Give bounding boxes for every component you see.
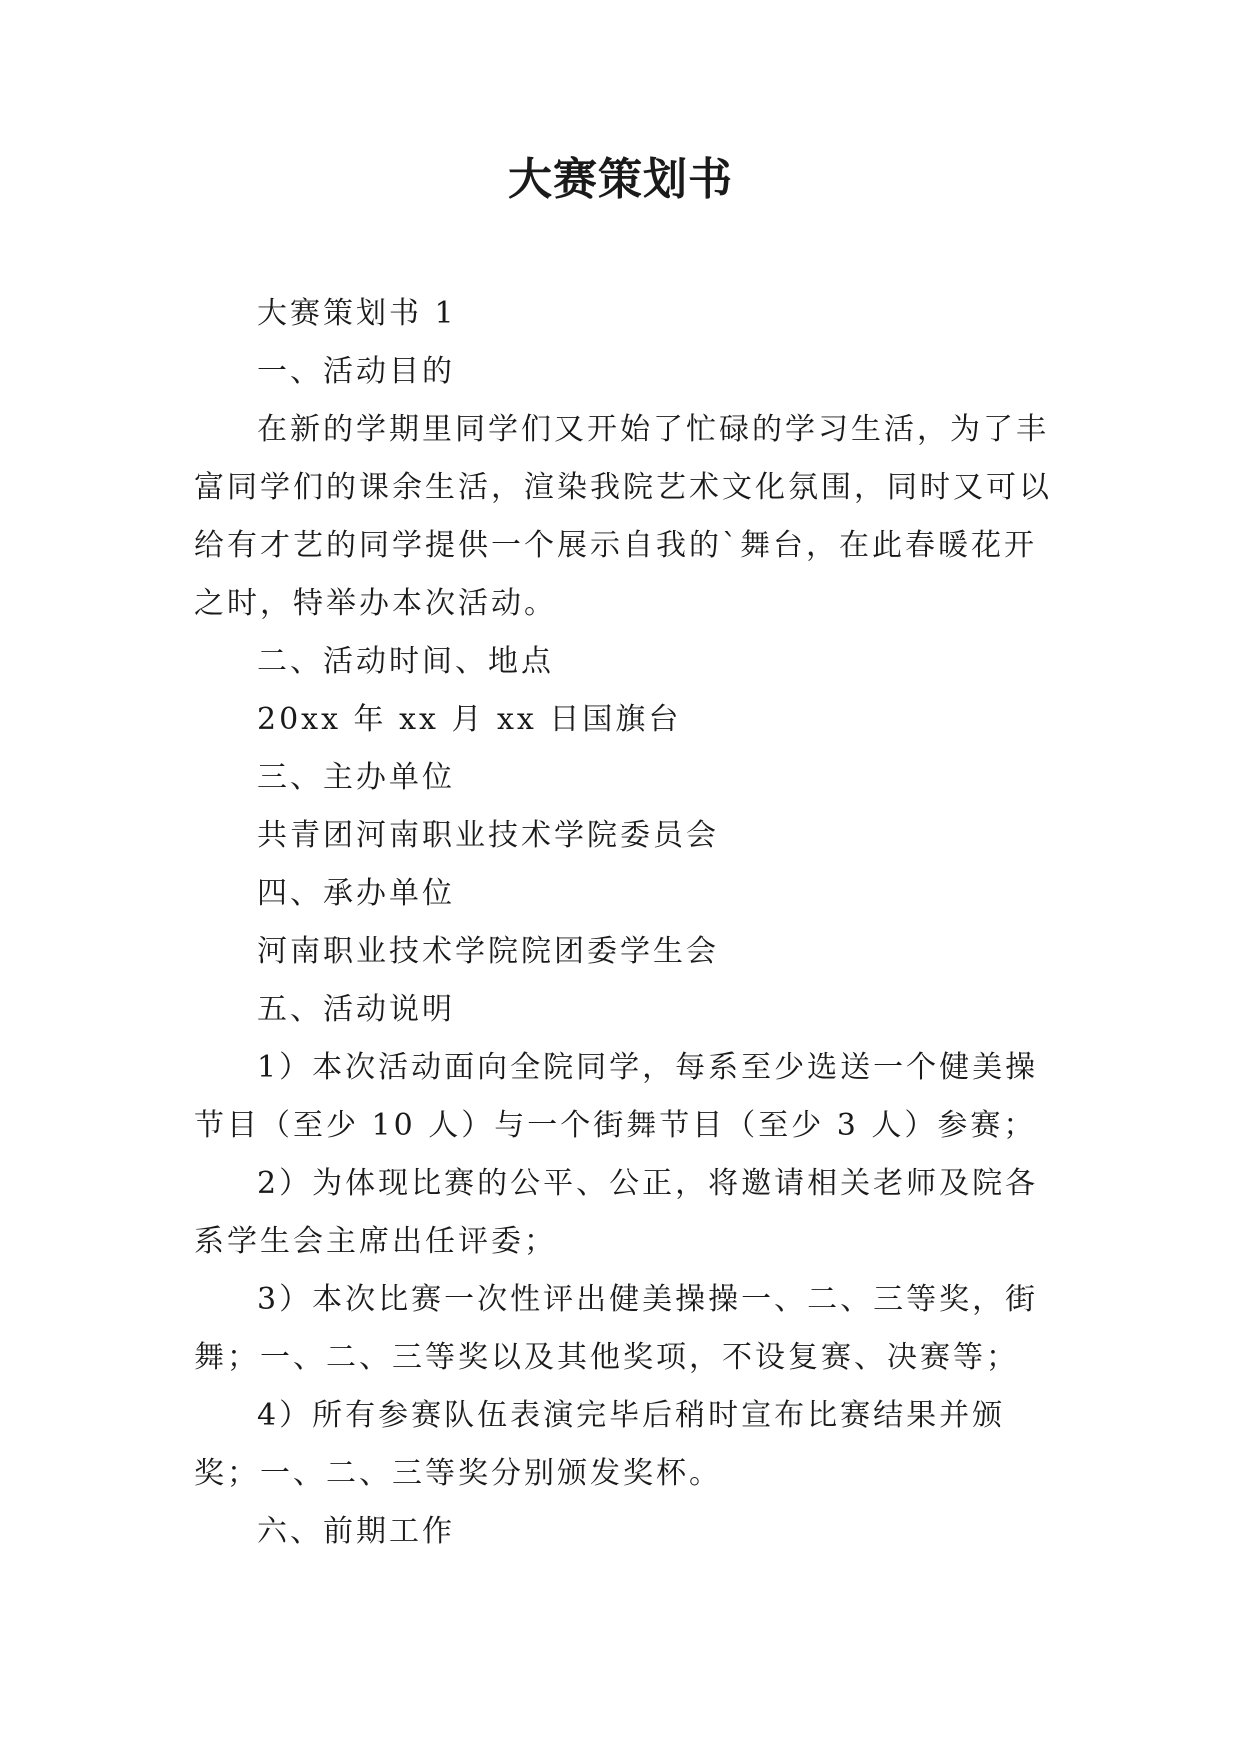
section-heading-organizer: 三、主办单位 xyxy=(257,760,455,795)
paragraph-organizer: 共青团河南职业技术学院委员会 xyxy=(257,818,719,853)
paragraph-rule-3: 3）本次比赛一次性评出健美操操一、二、三等奖，街舞；一、二、三等奖以及其他奖项，不设复赛、决赛等； xyxy=(194,1282,1039,1375)
paragraph-rule-4: 4）所有参赛队伍表演完毕后稍时宣布比赛结果并颁奖；一、二、三等奖分别颁发奖杯。 xyxy=(194,1398,1006,1491)
paragraph-rule-1: 1）本次活动面向全院同学，每系至少选送一个健美操节目（至少 10 人）与一个街舞节目（至少 3 人）参赛； xyxy=(194,1050,1039,1143)
section-heading-description: 五、活动说明 xyxy=(257,992,455,1027)
paragraph-time-place: 20xx 年 xx 月 xx 日国旗台 xyxy=(257,702,682,737)
paragraph-purpose: 在新的学期里同学们又开始了忙碌的学习生活，为了丰富同学们的课余生活，渲染我院艺术文化氛围，同时又可以给有才艺的同学提供一个展示自我的`舞台，在此春暖花开之时，特举办本次活动。 xyxy=(194,412,1052,621)
paragraph-rule-2: 2）为体现比赛的公平、公正，将邀请相关老师及院各系学生会主席出任评委； xyxy=(194,1166,1039,1259)
document-body xyxy=(194,285,1062,1561)
paragraph-host: 河南职业技术学院院团委学生会 xyxy=(257,934,719,969)
section-heading-time-place: 二、活动时间、地点 xyxy=(257,644,554,679)
section-heading-host: 四、承办单位 xyxy=(257,876,455,911)
section-heading-preparation: 六、前期工作 xyxy=(257,1514,455,1549)
document-title: 大赛策划书 xyxy=(508,154,733,205)
paragraph-subtitle: 大赛策划书 1 xyxy=(257,296,457,331)
section-heading-purpose: 一、活动目的 xyxy=(257,354,455,389)
